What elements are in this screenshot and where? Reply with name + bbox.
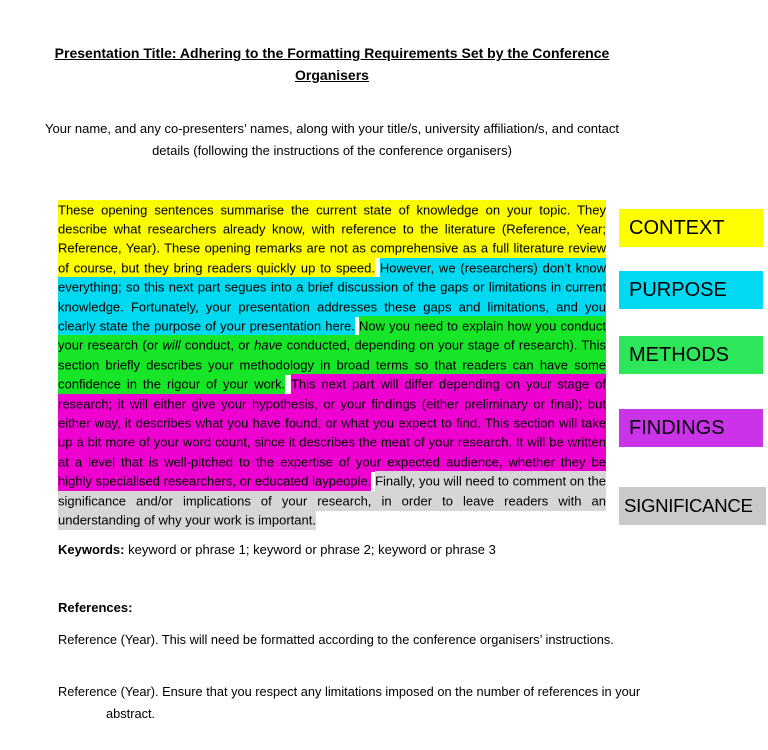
- label-context-text: CONTEXT: [629, 216, 725, 239]
- purpose-sentences: However, we (researchers) don’t know everything; so this next part segues into a brief discussion of the gaps or limitations in current knowledge. Fortunately, your presentation addresses these gaps and limitations, and you clearly state the purpose of your presentation here.: [58, 258, 606, 336]
- context-sentences: These opening sentences summarise the current state of knowledge on your topic. They describe what researchers already know, with reference to the literature (Reference, Year; Reference, Year). These opening remarks are not as comprehensive as a full literature review of course, but they bring readers quickly up to speed.: [58, 200, 606, 278]
- label-purpose-text: PURPOSE: [629, 278, 727, 301]
- methods-text-part: Now you need to explain how you conduct your research (or: [58, 318, 606, 353]
- methods-text-part: conduct, or: [180, 337, 255, 353]
- label-context: [619, 209, 763, 247]
- label-significance-text: SIGNIFICANCE: [624, 495, 753, 516]
- label-methods: [619, 336, 763, 374]
- document-title: Presentation Title: Adhering to the Formatting Requirements Set by the Conference Organisers: [54, 45, 610, 83]
- methods-italic-have: have: [254, 337, 283, 353]
- keywords-label: Keywords:: [58, 542, 125, 557]
- references-heading: References:: [58, 600, 133, 615]
- label-methods-text: METHODS: [629, 343, 729, 366]
- findings-sentences: This next part will differ depending on your stage of research; it will either give your hypothesis, or your findings (either preliminary or final); but either way, it describes what you have found, or what you expect to find. This section will take up a bit more of your word count, since it describes the meat of your research. It will be written at a level that is well-pitched to the expertise of your expected audience, whether they be highly specialised researchers, or educated laypeople.: [58, 374, 606, 491]
- label-purpose: [619, 271, 763, 309]
- significance-sentences: Finally, you will need to comment on the significance and/or implications of your research, in order to leave readers with an understanding of why your work is important.: [58, 471, 606, 530]
- label-findings: [619, 409, 763, 447]
- reference-item: Reference (Year). This will need be formatted according to the conference organisers’ instructions.: [58, 632, 614, 647]
- label-findings-text: FINDINGS: [629, 416, 725, 439]
- keywords-text: keyword or phrase 1; keyword or phrase 2; keyword or phrase 3: [128, 542, 496, 557]
- reference-item: Reference (Year). Ensure that you respect any limitations imposed on the number of references in your abstract.: [58, 684, 641, 721]
- methods-text-part: conducted, depending on your stage of research). This section briefly describes your methodology in broad terms so that readers can have some confidence in the rigour of your work.: [58, 337, 606, 392]
- abstract-paragraph: [58, 200, 606, 530]
- keywords-line: [58, 540, 618, 559]
- byline: Your name, and any co-presenters’ names, along with your title/s, university affiliation/s, and contact details (following the instructions of the conference organisers): [45, 121, 619, 158]
- label-significance: [619, 487, 766, 525]
- methods-italic-will: will: [162, 337, 181, 353]
